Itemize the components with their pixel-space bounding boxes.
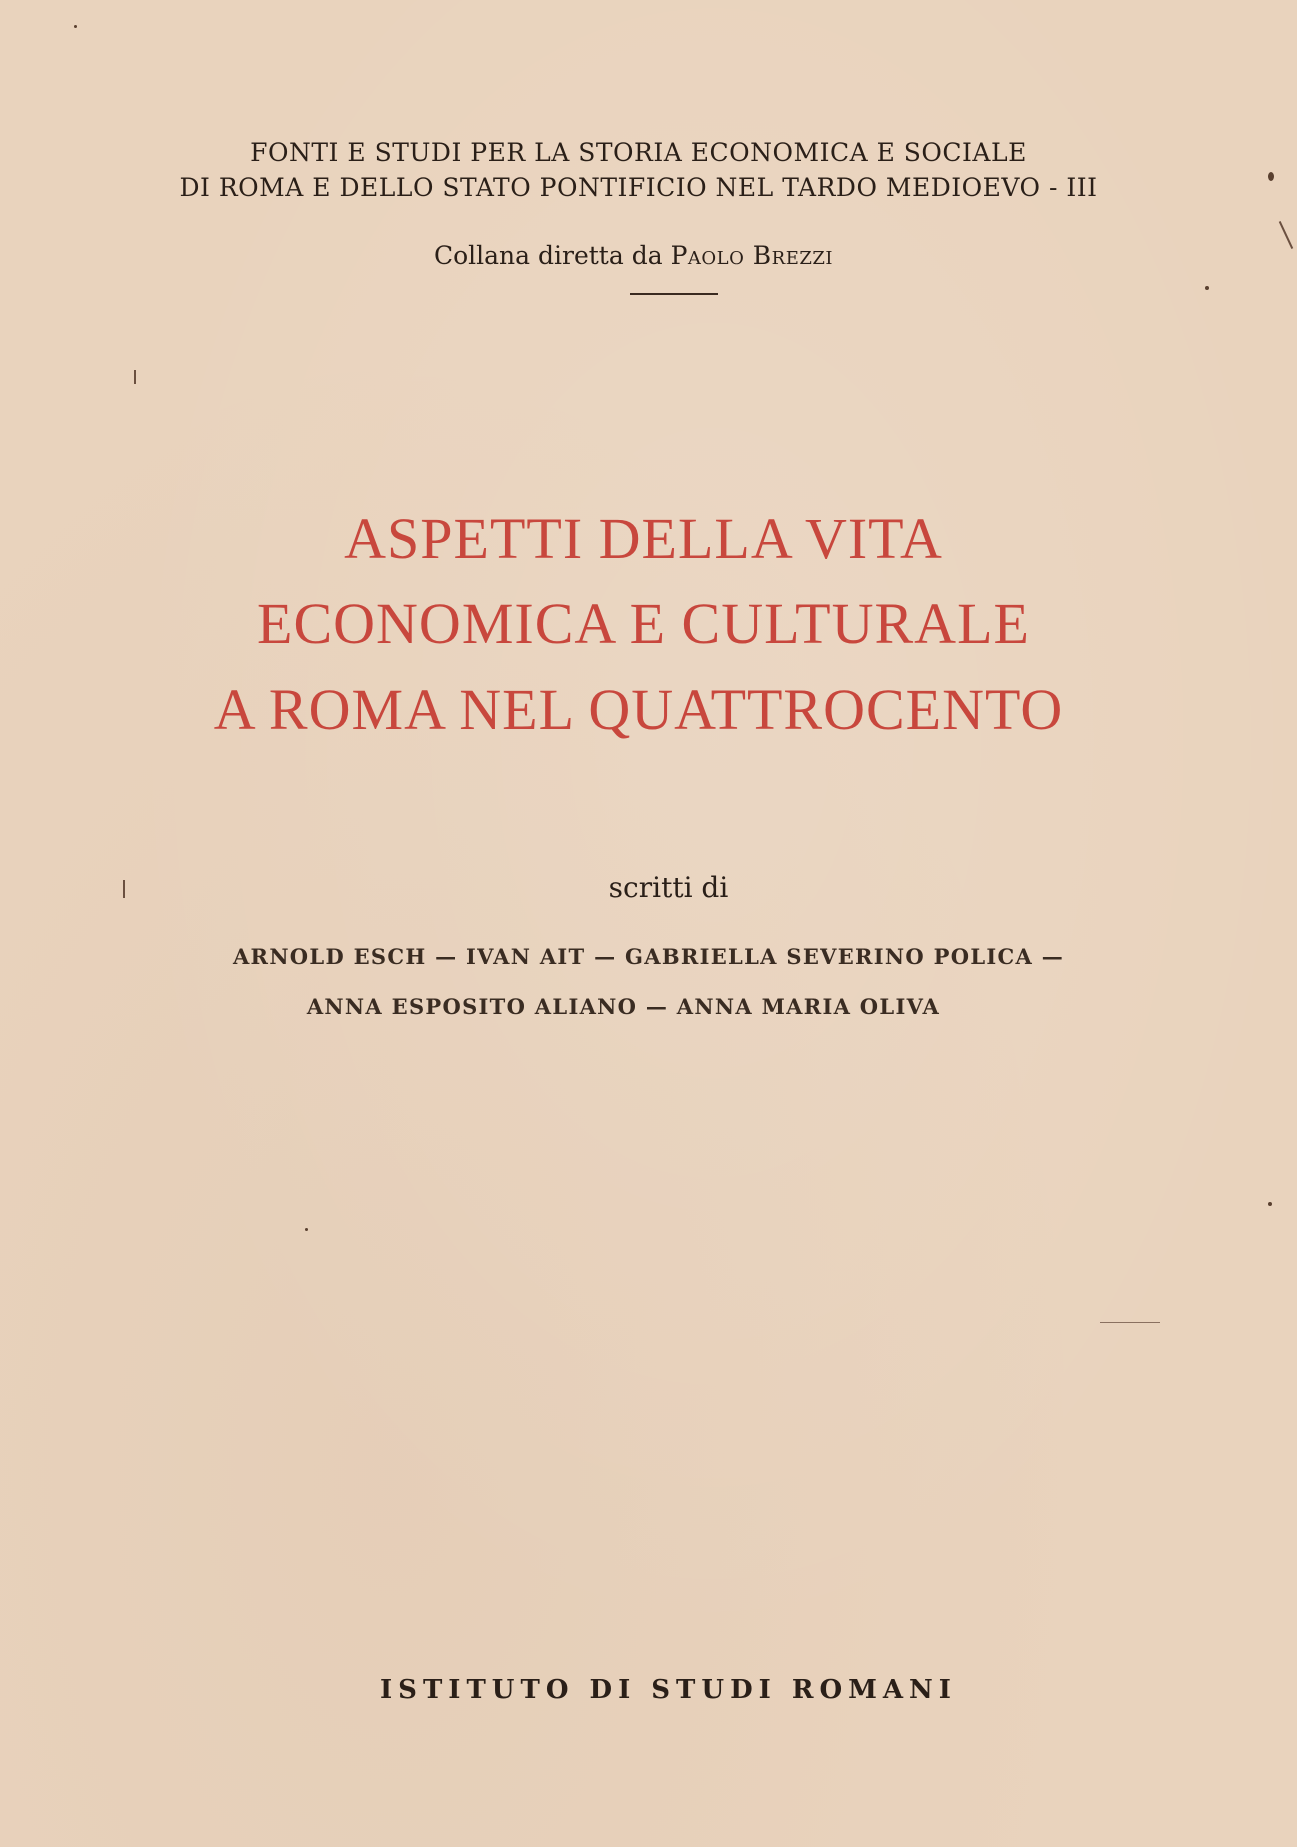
authors-line-1: ARNOLD ESCH — IVAN AIT — GABRIELLA SEVERINO POLICA — [232,944,1065,969]
book-title-line-3: A ROMA NEL QUATTROCENTO [213,677,1064,742]
book-title-line-1: ASPETTI DELLA VITA [344,506,943,571]
publisher: ISTITUTO DI STUDI ROMANI [380,1675,957,1705]
paper-mark [134,370,136,384]
paper-speck [1268,1202,1272,1206]
series-title-line-2: DI ROMA E DELLO STATO PONTIFICIO NEL TARDO MEDIOEVO - III [179,173,1098,202]
book-title-line-2: ECONOMICA E CULTURALE [257,591,1030,656]
paper-speck [305,1228,308,1231]
director-prefix: Collana diretta da [433,241,663,270]
paper-speck [74,25,77,28]
paper-mark [123,880,125,898]
series-title-line-1: FONTI E STUDI PER LA STORIA ECONOMICA E SOCIALE [250,138,1027,167]
paper-speck [1205,286,1209,290]
paper-speck [1268,172,1274,181]
series-director [0,241,1282,270]
director-name: Paolo Brezzi [670,241,833,270]
writings-label: scritti di [608,871,729,904]
divider-rule [630,293,718,295]
authors-line-2: ANNA ESPOSITO ALIANO — ANNA MARIA OLIVA [306,994,941,1019]
paper-mark [1100,1322,1160,1323]
